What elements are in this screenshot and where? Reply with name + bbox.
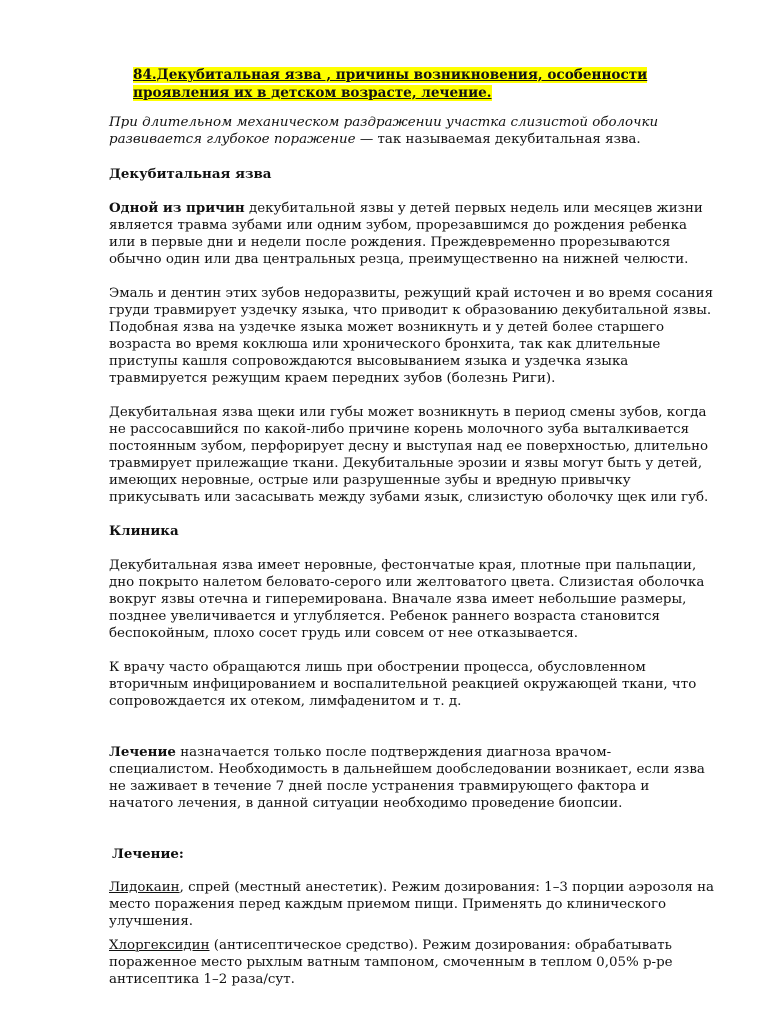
drug-name-lidocaine: Лидокаин xyxy=(109,880,180,895)
heading-decubital-ulcer: Декубитальная язва xyxy=(109,166,272,182)
cheek-paragraph: Декубитальная язва щеки или губы может возникнуть в период смены зубов, когда не рассосавшийся по какой-либо причине корень молочного зуба выталкивается постоянным зубом, перфорирует десну и выступая над ее поверхностью, длительно травмирует прилежащие ткани. Декубитальные эрозии и язвы могут быть у детей, имеющих неровные, острые или разрушенные зубы и вредную привычку прикусывать или засасывать между зубами язык, слизистую оболочку щек или губ. xyxy=(109,405,709,505)
enamel-paragraph: Эмаль и дентин этих зубов недоразвиты, режущий край источен и во время сосания груди травмирует уздечку языка, что приводит к образованию декубитальной язвы. Подобная язва на уздечке языка может возникнуть и у детей более старшего возраста во время коклюша или хронического бронхита, так как длительные приступы кашля сопровождаются высовыванием языка и уздечка языка травмируется режущим краем передних зубов (болезнь Риги). xyxy=(109,286,714,386)
causes-text: декубитальной язвы у детей первых недель или месяцев жизни является травма зубами или одним зубом, прорезавшимся до рождения ребенка или в первые дни и недели после рождения. Преждевременно прорезываются обычно один или два центральных резца, преимущественно на нижней челюсти. xyxy=(109,201,703,267)
heading-clinic: Клиника xyxy=(109,523,179,539)
causes-paragraph xyxy=(109,200,715,268)
page-title xyxy=(133,66,715,102)
drug-lidocaine xyxy=(109,879,715,930)
treatment-text: назначается только после подтверждения диагноза врачом-специалистом. Необходимость в дальнейшем дообследовании возникает, если язва не заживает в течение 7 дней после устранения травмирующего фактора и начатого лечения, в данной ситуации необходимо проведение биопсии. xyxy=(109,745,705,811)
heading-treatment: Лечение: xyxy=(112,846,184,862)
drug-desc-chlorhexidine: (антисептическое средство). Режим дозирования: обрабатывать пораженное место рыхлым ватным тампоном, смоченным в теплом 0,05% р-ре антисептика 1–2 раза/сут. xyxy=(109,938,673,987)
title-line-1: 84.Декубитальная язва , причины возникновения, особенности xyxy=(133,67,648,83)
treatment-lead: Лечение xyxy=(109,744,176,760)
treatment-intro-paragraph xyxy=(109,744,715,812)
intro-italic: При длительном механическом раздражении участка слизистой оболочки развивается глубокое поражение xyxy=(109,115,659,147)
intro-rest: — так называемая декубитальная язва. xyxy=(355,132,641,147)
drug-desc-lidocaine: , спрей (местный анестетик). Режим дозирования: 1–3 порции аэрозоля на место поражения перед каждым приемом пищи. Применять до клинического улучшения. xyxy=(109,880,715,929)
clinic-paragraph: Декубитальная язва имеет неровные, фестончатые края, плотные при пальпации, дно покрыто налетом беловато-серого или желтоватого цвета. Слизистая оболочка вокруг язвы отечна и гиперемирована. Вначале язва имеет небольшие размеры, позднее увеличивается и углубляется. Ребенок раннего возраста становится беспокойным, плохо сосет грудь или совсем от нее отказывается. xyxy=(109,558,705,641)
drug-name-chlorhexidine: Хлоргексидин xyxy=(109,938,210,953)
causes-lead: Одной из причин xyxy=(109,200,245,216)
document-content xyxy=(109,66,715,995)
intro-paragraph xyxy=(109,114,715,148)
title-line-2: проявления их в детском возрасте, лечение. xyxy=(133,85,492,101)
drug-chlorhexidine xyxy=(109,937,715,988)
doctor-paragraph: К врачу часто обращаются лишь при обострении процесса, обусловленном вторичным инфицированием и воспалительной реакцией окружающей ткани, что сопровождается их отеком, лимфаденитом и т. д. xyxy=(109,660,697,709)
